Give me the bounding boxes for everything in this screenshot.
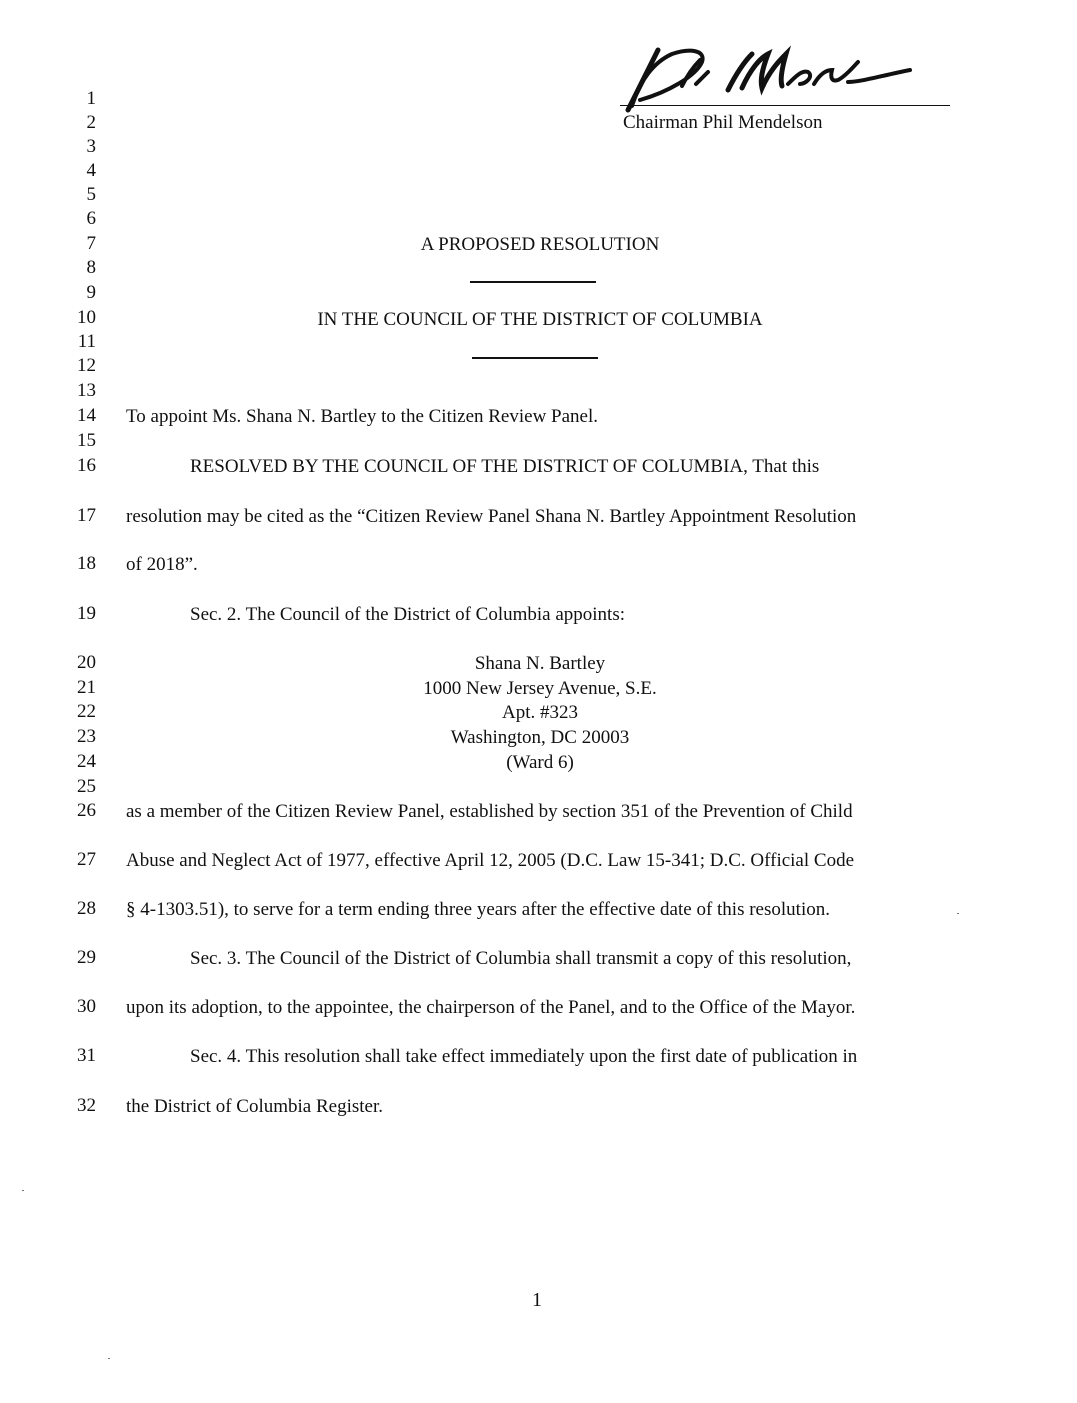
document-title: A PROPOSED RESOLUTION <box>420 234 660 255</box>
appointee-street: 1000 New Jersey Avenue, S.E. <box>423 678 657 699</box>
line-number: 12 <box>77 355 96 376</box>
body-line-27: Abuse and Neglect Act of 1977, effective April 12, 2005 (D.C. Law 15-341; D.C. Official Code <box>126 850 855 871</box>
body-line-19: Sec. 2. The Council of the District of Columbia appoints: <box>190 604 626 625</box>
line-number: 22 <box>77 701 96 722</box>
appointee-city: Washington, DC 20003 <box>450 727 630 748</box>
line-number: 10 <box>77 307 96 328</box>
body-line-17: resolution may be cited as the “Citizen Review Panel Shana N. Bartley Appointment Resolution <box>126 506 857 527</box>
line-number: 25 <box>77 776 96 797</box>
line-number: 9 <box>86 282 96 303</box>
body-rule <box>472 357 598 359</box>
line-number: 26 <box>77 800 96 821</box>
appointee-ward: (Ward 6) <box>506 752 574 773</box>
line-number: 23 <box>77 726 96 747</box>
line-number: 27 <box>77 849 96 870</box>
body-line-18: of 2018”. <box>126 554 198 575</box>
line-number: 4 <box>86 160 96 181</box>
signer-name: Chairman Phil Mendelson <box>623 112 823 133</box>
line-number: 20 <box>77 652 96 673</box>
resolution-purpose: To appoint Ms. Shana N. Bartley to the Citizen Review Panel. <box>126 406 599 427</box>
appointee-apartment: Apt. #323 <box>502 702 578 723</box>
title-rule <box>470 281 596 283</box>
line-number: 32 <box>77 1095 96 1116</box>
line-number: 1 <box>86 88 96 109</box>
line-number: 6 <box>86 208 96 229</box>
body-line-26: as a member of the Citizen Review Panel, established by section 351 of the Prevention of Child <box>126 801 853 822</box>
handwritten-signature <box>610 40 930 120</box>
line-number: 28 <box>77 898 96 919</box>
body-line-28: § 4-1303.51), to serve for a term ending three years after the effective date of this resolution. <box>126 899 830 920</box>
line-number: 31 <box>77 1045 96 1066</box>
line-number: 30 <box>77 996 96 1017</box>
line-number: 3 <box>86 136 96 157</box>
scan-speck <box>22 1190 24 1191</box>
line-number: 24 <box>77 751 96 772</box>
line-number: 2 <box>86 112 96 133</box>
line-number: 13 <box>77 380 96 401</box>
line-number: 21 <box>77 677 96 698</box>
body-line-16: RESOLVED BY THE COUNCIL OF THE DISTRICT OF COLUMBIA, That this <box>190 456 820 477</box>
line-number: 11 <box>77 331 96 352</box>
body-line-30: upon its adoption, to the appointee, the chairperson of the Panel, and to the Office of the Mayor. <box>126 997 856 1018</box>
line-number: 8 <box>86 257 96 278</box>
line-number: 16 <box>77 455 96 476</box>
line-number: 18 <box>77 553 96 574</box>
line-number: 17 <box>77 505 96 526</box>
scan-speck <box>957 913 959 914</box>
issuing-body: IN THE COUNCIL OF THE DISTRICT OF COLUMBIA <box>317 309 763 330</box>
line-number: 15 <box>77 430 96 451</box>
body-line-29: Sec. 3. The Council of the District of Columbia shall transmit a copy of this resolution, <box>190 948 852 969</box>
line-number: 19 <box>77 603 96 624</box>
scan-speck <box>108 1358 110 1359</box>
line-number: 5 <box>86 184 96 205</box>
line-number: 7 <box>86 233 96 254</box>
page-number: 1 <box>532 1289 542 1311</box>
signature-line <box>620 105 950 106</box>
line-number: 29 <box>77 947 96 968</box>
line-number: 14 <box>77 405 96 426</box>
body-line-32: the District of Columbia Register. <box>126 1096 383 1117</box>
body-line-31: Sec. 4. This resolution shall take effect immediately upon the first date of publication in <box>190 1046 858 1067</box>
appointee-name: Shana N. Bartley <box>474 653 606 674</box>
